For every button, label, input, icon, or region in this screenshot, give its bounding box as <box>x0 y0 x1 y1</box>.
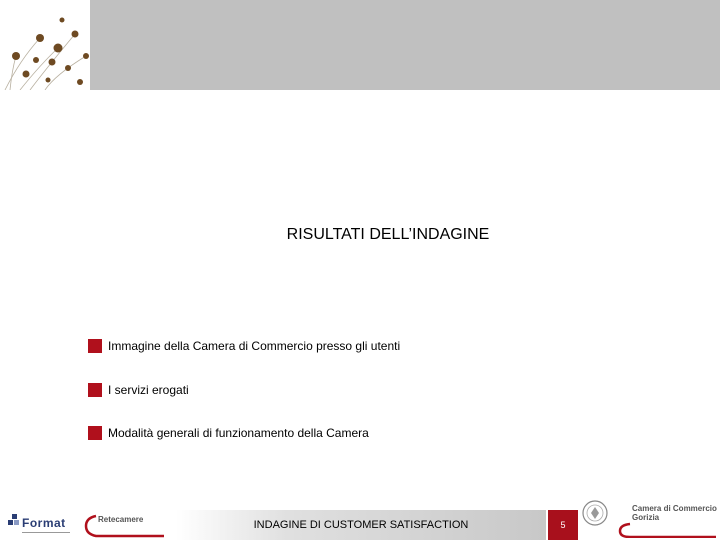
bullet-item <box>88 383 189 397</box>
page-number: 5 <box>548 510 578 540</box>
retecamere-logo <box>84 512 170 538</box>
slide-title: RISULTATI DELL’INDAGINE <box>286 226 490 243</box>
footer-banner <box>176 510 546 540</box>
bullet-text: Modalità generali di funzionamento della Camera <box>108 426 369 440</box>
header-band <box>0 0 720 90</box>
cciaa-logo-line1: Camera di Commercio <box>632 504 717 513</box>
cciaa-logo-line2: Gorizia <box>632 513 660 522</box>
bullet-text: Immagine della Camera di Commercio presso gli utenti <box>108 339 401 353</box>
bullet-square-icon <box>88 426 102 440</box>
camera-commercio-gorizia-logo <box>580 498 718 538</box>
retecamere-logo-text: Retecamere <box>98 515 144 524</box>
bullet-square-icon <box>88 383 102 397</box>
format-logo <box>8 512 72 538</box>
footer-banner-text: INDAGINE DI CUSTOMER SATISFACTION <box>253 519 469 531</box>
bullet-text: I servizi erogati <box>108 383 189 397</box>
format-logo-text: Format <box>22 516 66 530</box>
decorative-seeds-image <box>0 0 90 90</box>
bullet-item <box>88 426 369 440</box>
bullet-item <box>88 339 400 353</box>
format-logo-tagline <box>22 531 70 535</box>
bullet-square-icon <box>88 339 102 353</box>
